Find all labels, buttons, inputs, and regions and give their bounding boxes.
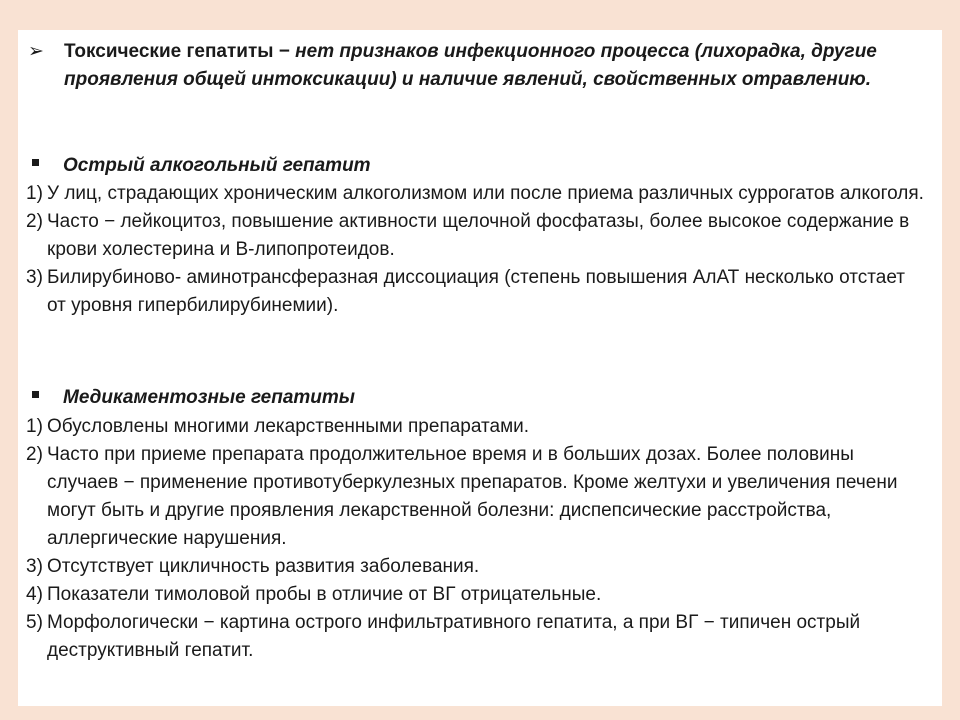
section-title: Медикаментозные гепатиты bbox=[63, 387, 356, 408]
intro-paragraph bbox=[28, 38, 928, 94]
drug-induced-hepatitis-list bbox=[26, 413, 926, 665]
list-item-number: 4) bbox=[26, 584, 43, 605]
list-item-number: 2) bbox=[26, 211, 43, 232]
list-item bbox=[26, 553, 926, 581]
list-item-number: 5) bbox=[26, 612, 43, 633]
section-title: Острый алкогольный гепатит bbox=[63, 155, 371, 176]
list-item-number: 1) bbox=[26, 416, 43, 437]
list-item-text: Обусловлены многими лекарственными препаратами. bbox=[47, 416, 530, 437]
list-item-number: 3) bbox=[26, 556, 43, 577]
list-item-number: 2) bbox=[26, 444, 43, 465]
intro-definition: нет признаков инфекционного процесса (лихорадка, другие проявления общей интоксикации) и наличие явлений, свойственных отравлению. bbox=[64, 41, 877, 90]
slide-content bbox=[18, 30, 942, 706]
list-item bbox=[26, 413, 926, 441]
intro-term: Токсические гепатиты − bbox=[64, 41, 296, 62]
list-item-number: 3) bbox=[26, 267, 43, 288]
square-bullet-icon bbox=[32, 391, 39, 398]
square-bullet-icon bbox=[32, 159, 39, 166]
list-item-text: Часто при приеме препарата продолжительное время и в больших дозах. Более половины случаев − применение противотуберкулезных препаратов. Кроме желтухи и увеличения печени могут быть и другие проявления лекарственной болезни: диспепсические расстройства, аллергические нарушения. bbox=[47, 444, 898, 549]
list-item-text: Часто − лейкоцитоз, повышение активности щелочной фосфатазы, более высокое содержание в крови холестерина и B-липопротеидов. bbox=[47, 211, 910, 260]
arrow-bullet-icon: ➢ bbox=[28, 41, 44, 62]
list-item-text: Морфологически − картина острого инфильтративного гепатита, а при ВГ − типичен острый деструктивный гепатит. bbox=[47, 612, 861, 661]
list-item-number: 1) bbox=[26, 183, 43, 204]
alcoholic-hepatitis-list bbox=[26, 180, 926, 320]
list-item-text: Билирубиново- аминотрансферазная диссоциация (степень повышения АлАТ несколько отстает от уровня гипербилирубинемии). bbox=[47, 267, 905, 316]
list-item-text: У лиц, страдающих хроническим алкоголизмом или после приема различных суррогатов алкоголя. bbox=[47, 183, 924, 204]
list-item bbox=[26, 581, 926, 609]
list-item bbox=[26, 441, 926, 553]
list-item bbox=[26, 609, 926, 665]
list-item-text: Показатели тимоловой пробы в отличие от ВГ отрицательные. bbox=[47, 584, 602, 605]
list-item bbox=[26, 180, 926, 208]
list-item bbox=[26, 208, 926, 264]
list-item-text: Отсутствует цикличность развития заболевания. bbox=[47, 556, 480, 577]
section-heading-drug-induced bbox=[28, 384, 928, 412]
section-heading-alcoholic bbox=[28, 152, 928, 180]
intro-text bbox=[64, 38, 928, 94]
list-item bbox=[26, 264, 926, 320]
